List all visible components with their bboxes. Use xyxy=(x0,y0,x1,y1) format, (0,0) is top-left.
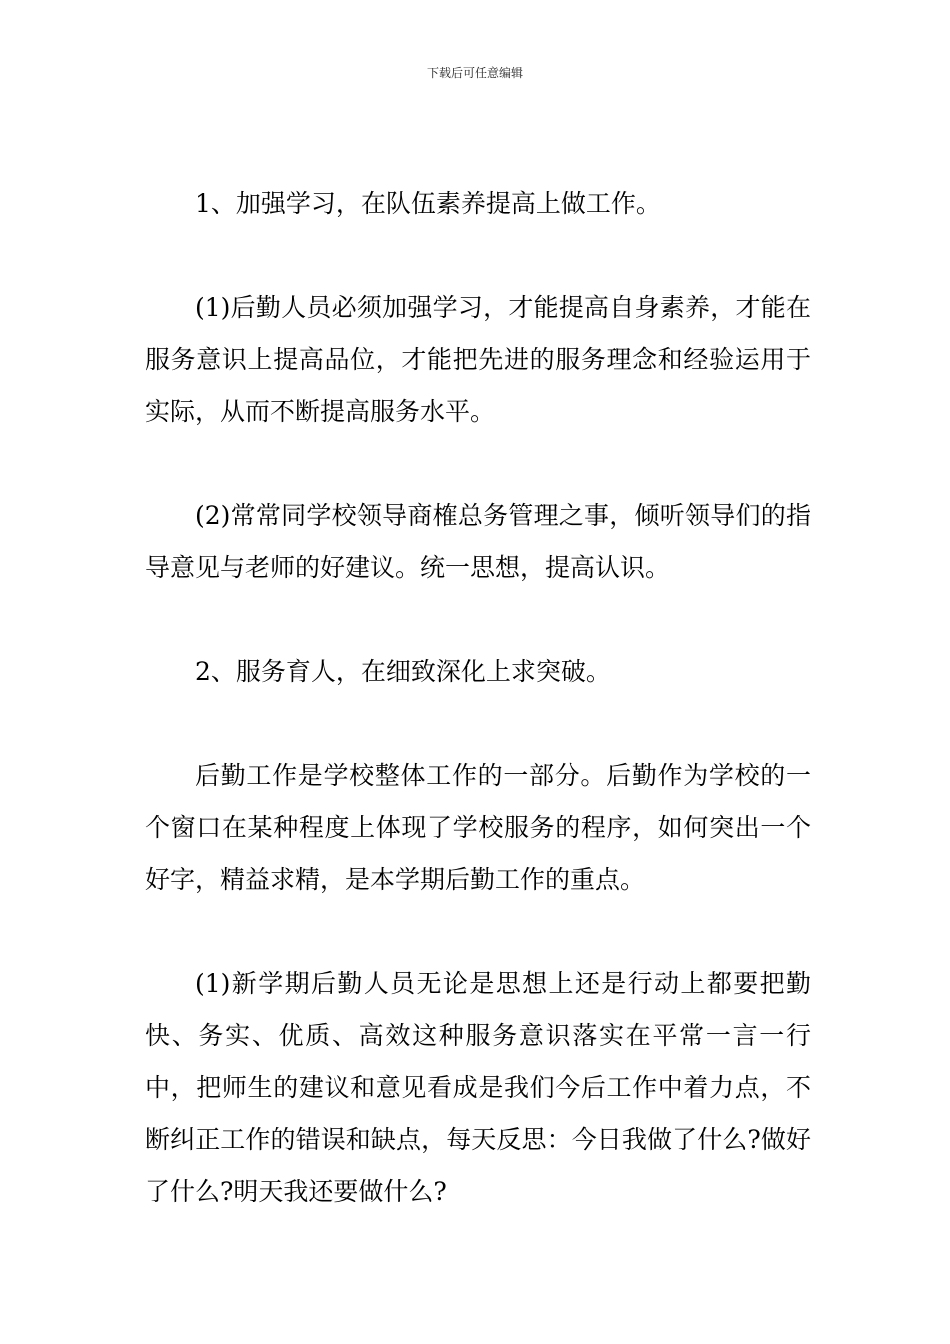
paragraph-2-intro: 后勤工作是学校整体工作的一部分。后勤作为学校的一个窗口在某种程度上体现了学校服务的程序，如何突出一个好字，精益求精，是本学期后勤工作的重点。 xyxy=(145,761,811,894)
section-heading-1: 1、加强学习，在队伍素养提高上做工作。 xyxy=(195,189,661,218)
page-header-note: 下载后可任意编辑 xyxy=(426,66,523,80)
paragraph-1-1: (1)后勤人员必须加强学习，才能提高自身素养，才能在服务意识上提高品位，才能把先进的服务理念和经验运用于实际，从而不断提高服务水平。 xyxy=(145,293,811,426)
document-body xyxy=(145,178,811,1218)
paragraph-1-2: (2)常常同学校领导商榷总务管理之事，倾听领导们的指导意见与老师的好建议。统一思想，提高认识。 xyxy=(145,501,811,582)
section-heading-2: 2、服务育人，在细致深化上求突破。 xyxy=(195,657,611,686)
paragraph-2-1: (1)新学期后勤人员无论是思想上还是行动上都要把勤快、务实、优质、高效这种服务意识落实在平常一言一行中，把师生的建议和意见看成是我们今后工作中着力点，不断纠正工作的错误和缺点，每天反思：今日我做了什么?做好了什么?明天我还要做什么? xyxy=(145,969,811,1206)
